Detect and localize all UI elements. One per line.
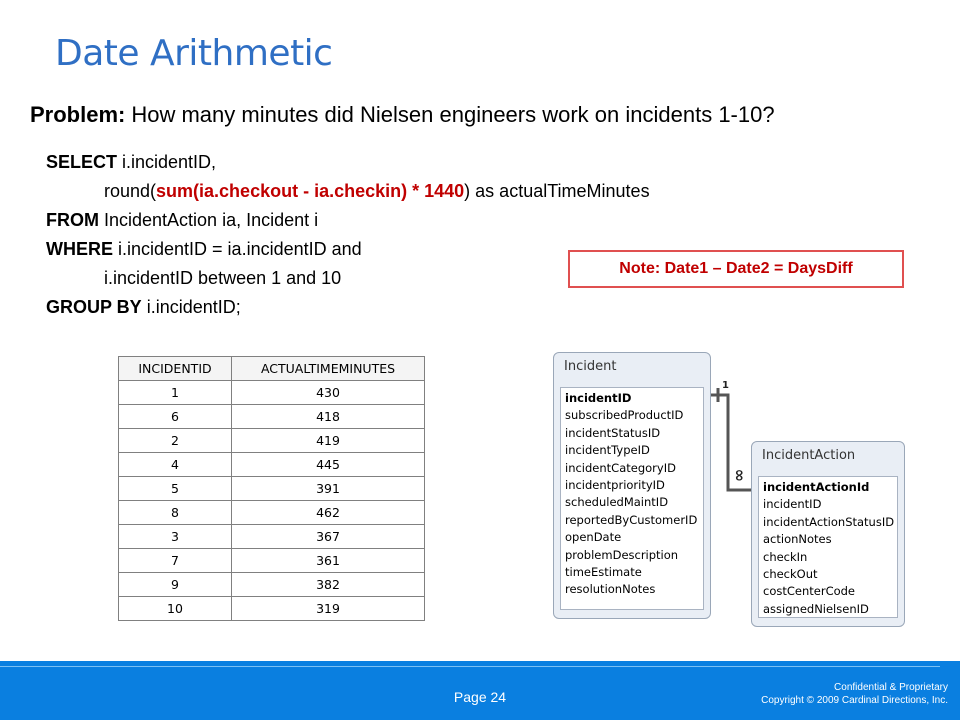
entity-field: incidentCategoryID (565, 460, 676, 475)
entity-field: incidentStatusID (565, 425, 661, 440)
table-row (119, 597, 425, 621)
problem-text: How many minutes did Nielsen engineers work on incidents 1-10? (131, 102, 775, 127)
actualtimeminutes-cell: 382 (232, 573, 425, 597)
sql-text: ) as actualTimeMinutes (464, 181, 650, 201)
page-number: Page 24 (453, 689, 507, 705)
actualtimeminutes-cell: 391 (232, 477, 425, 501)
table-body (119, 381, 425, 621)
actualtimeminutes-cell: 445 (232, 453, 425, 477)
confidential-notice (761, 681, 948, 707)
incident-action-entity (751, 441, 905, 627)
table-row (119, 549, 425, 573)
sql-keyword-where: WHERE (46, 239, 113, 259)
slide-title: Date Arithmetic (55, 33, 333, 74)
sql-text: round( (104, 181, 157, 201)
entity-field: resolutionNotes (565, 582, 656, 597)
entity-field: reportedByCustomerID (565, 512, 698, 527)
problem-statement (30, 102, 775, 128)
problem-label: Problem: (30, 102, 126, 127)
sql-line-1 (46, 148, 650, 177)
sql-query (46, 148, 650, 322)
footer-bar (0, 661, 960, 720)
actualtimeminutes-cell: 418 (232, 405, 425, 429)
incidentid-cell: 6 (119, 405, 232, 429)
incidentid-cell: 7 (119, 549, 232, 573)
sql-keyword-from: FROM (46, 210, 99, 230)
many-cardinality-label: ∞ (729, 468, 748, 482)
table-row (119, 501, 425, 525)
incident-entity (553, 352, 711, 619)
actualtimeminutes-cell: 361 (232, 549, 425, 573)
entity-field: checkOut (763, 567, 818, 582)
sql-line-5: i.incidentID between 1 and 10 (104, 268, 342, 288)
incidentid-cell: 10 (119, 597, 232, 621)
entity-title: Incident (564, 359, 617, 374)
table-row (119, 429, 425, 453)
sql-line-2 (46, 177, 650, 206)
sql-line-3 (46, 206, 650, 235)
entity-field: actionNotes (763, 532, 832, 547)
entity-field-list (758, 476, 898, 618)
sql-keyword-group-by: GROUP BY (46, 297, 142, 317)
incidentid-cell: 5 (119, 477, 232, 501)
column-header-incidentid: INCIDENTID (119, 357, 232, 381)
primary-key-field: incidentActionId (763, 480, 870, 494)
sql-highlight: sum(ia.checkout - ia.checkin) * 1440 (156, 181, 465, 201)
entity-field: incidentID (763, 497, 822, 512)
actualtimeminutes-cell: 367 (232, 525, 425, 549)
sql-line-4 (46, 235, 650, 264)
results-table (118, 356, 425, 621)
table-row (119, 405, 425, 429)
incidentid-cell: 8 (119, 501, 232, 525)
table-row (119, 525, 425, 549)
sql-text: i.incidentID = ia.incidentID and (113, 239, 362, 259)
entity-field: scheduledMaintID (565, 495, 669, 510)
table-header-row (119, 357, 425, 381)
table-row (119, 477, 425, 501)
table-row (119, 453, 425, 477)
entity-field-list (560, 387, 704, 610)
incidentid-cell: 2 (119, 429, 232, 453)
primary-key-field: incidentID (565, 391, 632, 405)
entity-field: openDate (565, 530, 622, 545)
sql-keyword-select: SELECT (46, 152, 118, 172)
actualtimeminutes-cell: 419 (232, 429, 425, 453)
sql-text: i.incidentID; (141, 297, 241, 317)
entity-field: checkIn (763, 549, 808, 564)
entity-field: incidentActionStatusID (763, 514, 895, 529)
incidentid-cell: 3 (119, 525, 232, 549)
one-cardinality-label: 1 (722, 380, 729, 391)
entity-field: problemDescription (565, 547, 679, 562)
note-box: Note: Date1 – Date2 = DaysDiff (568, 250, 904, 288)
incidentid-cell: 4 (119, 453, 232, 477)
entity-field: assignedNielsenID (763, 601, 869, 616)
table-row (119, 381, 425, 405)
entity-field: timeEstimate (565, 565, 642, 580)
sql-text: IncidentAction ia, Incident i (99, 210, 319, 230)
entity-field: incidentpriorityID (565, 478, 665, 493)
actualtimeminutes-cell: 319 (232, 597, 425, 621)
entity-title: IncidentAction (762, 448, 856, 463)
sql-text: i.incidentID, (117, 152, 217, 172)
confidential-text: Confidential & Proprietary (834, 682, 948, 693)
incidentid-cell: 9 (119, 573, 232, 597)
actualtimeminutes-cell: 430 (232, 381, 425, 405)
incidentid-cell: 1 (119, 381, 232, 405)
footer-rule (0, 666, 940, 667)
copyright-text: Copyright © 2009 Cardinal Directions, Inc. (761, 695, 948, 706)
actualtimeminutes-cell: 462 (232, 501, 425, 525)
entity-field: subscribedProductID (565, 408, 684, 423)
sql-line-6 (46, 293, 650, 322)
column-header-actualtimeminutes: ACTUALTIMEMINUTES (232, 357, 425, 381)
table-row (119, 573, 425, 597)
entity-field: incidentTypeID (565, 443, 650, 458)
entity-field: costCenterCode (763, 584, 856, 599)
